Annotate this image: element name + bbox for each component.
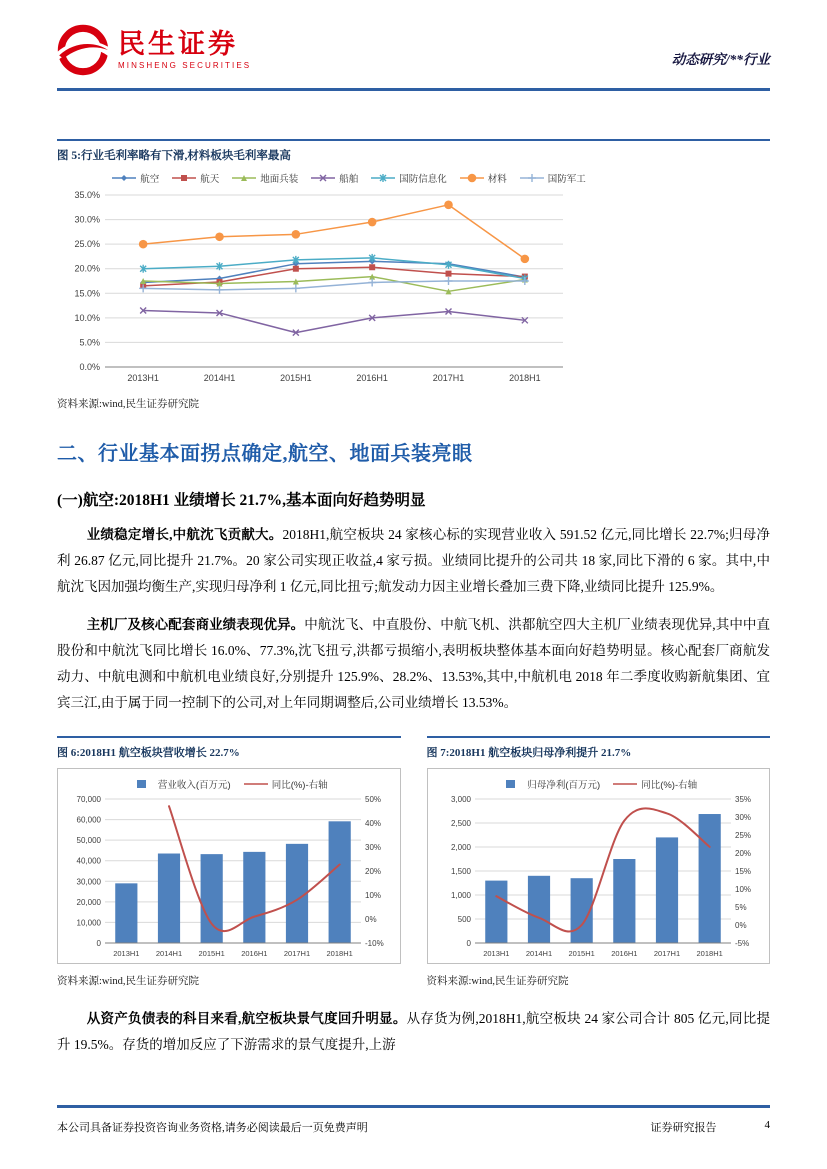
- svg-text:25.0%: 25.0%: [74, 239, 100, 250]
- figure-6-title: 图 6:2018H1 航空板块营收增长 22.7%: [57, 736, 401, 760]
- minsheng-logo-icon: [57, 24, 109, 76]
- figure-5-source: 资料来源:wind,民生证券研究院: [57, 399, 200, 410]
- legend-label: 航天: [200, 174, 220, 185]
- report-category: 动态研究/**行业: [671, 52, 770, 67]
- section-heading: 二、行业基本面拐点确定,航空、地面兵装亮眼: [57, 443, 473, 465]
- svg-text:2016H1: 2016H1: [610, 949, 637, 958]
- legend-item: [613, 777, 697, 791]
- svg-text:40,000: 40,000: [76, 856, 101, 866]
- paragraph-1: [57, 522, 770, 600]
- svg-text:0: 0: [466, 939, 471, 948]
- svg-text:20.0%: 20.0%: [74, 263, 100, 274]
- svg-text:2018H1: 2018H1: [326, 949, 353, 958]
- svg-text:70,000: 70,000: [76, 795, 101, 804]
- footer-report-type: 证券研究报告: [650, 1122, 717, 1134]
- svg-text:50%: 50%: [365, 795, 382, 804]
- svg-text:10%: 10%: [734, 885, 751, 894]
- legend-label: 同比(%)-右轴: [271, 780, 328, 791]
- footer-row: [57, 1119, 770, 1135]
- subsection-heading: (一)航空:2018H1 业绩增长 21.7%,基本面向好趋势明显: [57, 492, 426, 509]
- svg-text:2,000: 2,000: [450, 843, 471, 852]
- legend-label: 营业收入(百万元): [157, 780, 231, 791]
- figure-5: [57, 139, 770, 411]
- chart7-svg: [429, 793, 765, 961]
- paragraph-3-body: 从存货为例,2018H1,航空板块 24 家公司合计 805 亿元,同比提升 19.5%。存货的增加反应了下游需求的景气度提升,上游: [57, 1011, 770, 1052]
- svg-text:2,500: 2,500: [450, 819, 471, 828]
- svg-text:-10%: -10%: [365, 939, 384, 948]
- paragraph-2-body: 中航沈飞、中直股份、中航飞机、洪都航空四大主机厂业绩表现优异,其中中直股份和中航沈飞同比增长 16.0%、77.3%,沈飞扭亏,洪都亏损缩小,表明板块整体基本面向好趋势明显。核心配套厂商航发动力、中航电测和中航机电业绩良好,分别提升 125.9%、28.2%、13.53%,其中,中航机电 2018 年二季度收购新航集团、宜宾三江,由于属于同一控制下的公司,对上年同期调整后,公司业绩增长 13.53%。: [57, 617, 771, 710]
- svg-text:10,000: 10,000: [76, 918, 101, 928]
- svg-text:2016H1: 2016H1: [356, 373, 388, 383]
- legend-item: [244, 777, 328, 791]
- chart6-svg: [59, 793, 395, 961]
- figure-6-source: 资料来源:wind,民生证券研究院: [57, 976, 200, 987]
- brand: [57, 24, 251, 76]
- legend-label: 航空: [140, 174, 160, 185]
- header: [57, 0, 770, 76]
- paragraph-2: [57, 612, 770, 716]
- svg-text:20%: 20%: [365, 867, 382, 876]
- svg-text:0%: 0%: [365, 915, 377, 924]
- legend-marker-icon: [112, 173, 136, 183]
- legend-marker-icon: [499, 779, 523, 789]
- legend-item: [311, 171, 358, 185]
- legend-item: [232, 171, 298, 185]
- svg-text:60,000: 60,000: [76, 815, 101, 825]
- svg-text:2015H1: 2015H1: [280, 373, 312, 383]
- svg-text:2017H1: 2017H1: [653, 949, 680, 958]
- figure-row: [57, 736, 770, 988]
- svg-text:0%: 0%: [734, 921, 747, 930]
- svg-text:15.0%: 15.0%: [74, 288, 100, 299]
- legend-label: 归母净利(百万元): [527, 780, 601, 791]
- brand-name-en: MINSHENG SECURITIES: [118, 60, 252, 70]
- svg-text:1,000: 1,000: [450, 891, 471, 900]
- figure-5-chart: [57, 171, 641, 387]
- paragraph-3: [57, 1006, 770, 1058]
- svg-text:30.0%: 30.0%: [74, 214, 100, 225]
- footer: [0, 1105, 827, 1169]
- legend-item: [460, 171, 507, 185]
- svg-text:2014H1: 2014H1: [203, 373, 236, 383]
- svg-text:0.0%: 0.0%: [79, 362, 100, 372]
- svg-text:2013H1: 2013H1: [113, 949, 140, 958]
- legend-marker-icon: [520, 173, 544, 183]
- chart-legend: [57, 171, 641, 185]
- svg-text:10%: 10%: [365, 891, 382, 900]
- svg-text:30,000: 30,000: [76, 877, 101, 887]
- svg-text:30%: 30%: [365, 843, 382, 852]
- paragraph-2-lead: 主机厂及核心配套商业绩表现优异。: [86, 617, 305, 632]
- legend-label: 船舶: [339, 174, 359, 185]
- chart-legend: [429, 777, 769, 791]
- svg-text:10.0%: 10.0%: [74, 312, 100, 323]
- figure-7: [427, 736, 771, 988]
- footer-page-number: 4: [764, 1119, 770, 1131]
- svg-text:2018H1: 2018H1: [509, 373, 541, 383]
- svg-text:20%: 20%: [734, 849, 751, 858]
- legend-marker-icon: [232, 173, 256, 183]
- legend-item: [172, 171, 219, 185]
- legend-item: [130, 777, 231, 791]
- chart-legend: [59, 777, 399, 791]
- svg-text:2018H1: 2018H1: [696, 949, 723, 958]
- svg-text:2013H1: 2013H1: [127, 373, 159, 383]
- svg-text:2015H1: 2015H1: [568, 949, 595, 958]
- legend-label: 同比(%)-右轴: [641, 780, 698, 791]
- svg-text:2014H1: 2014H1: [525, 949, 552, 958]
- svg-text:20,000: 20,000: [76, 897, 101, 907]
- svg-text:500: 500: [457, 915, 471, 924]
- svg-text:50,000: 50,000: [76, 836, 101, 846]
- figure-5-title: 图 5:行业毛利率略有下滑,材料板块毛利率最高: [57, 139, 770, 163]
- svg-text:40%: 40%: [365, 819, 382, 828]
- svg-text:2014H1: 2014H1: [155, 949, 183, 958]
- figure-7-source: 资料来源:wind,民生证券研究院: [426, 976, 569, 987]
- svg-text:2016H1: 2016H1: [241, 949, 268, 958]
- paragraph-1-lead: 业绩稳定增长,中航沈飞贡献大。: [86, 527, 283, 542]
- legend-item: [371, 171, 447, 185]
- svg-text:35.0%: 35.0%: [74, 190, 100, 200]
- svg-text:-5%: -5%: [734, 939, 749, 948]
- brand-name: 民生证券: [118, 29, 238, 60]
- legend-marker-icon: [244, 779, 268, 789]
- svg-text:2015H1: 2015H1: [198, 949, 225, 958]
- svg-text:35%: 35%: [734, 795, 751, 804]
- legend-label: 地面兵装: [260, 174, 299, 185]
- figure-6-chart: [57, 768, 401, 964]
- svg-text:25%: 25%: [734, 831, 751, 840]
- legend-marker-icon: [311, 173, 335, 183]
- svg-text:30%: 30%: [734, 813, 751, 822]
- footer-right: [651, 1119, 771, 1135]
- svg-text:2017H1: 2017H1: [283, 949, 311, 958]
- legend-marker-icon: [460, 173, 484, 183]
- svg-text:15%: 15%: [734, 867, 751, 876]
- legend-marker-icon: [371, 173, 395, 183]
- paragraph-3-lead: 从资产负债表的科目来看,航空板块景气度回升明显。: [86, 1011, 407, 1026]
- brand-text: [118, 30, 251, 69]
- figure-6: [57, 736, 401, 988]
- legend-marker-icon: [130, 779, 154, 789]
- legend-item: [112, 171, 159, 185]
- legend-item: [520, 171, 586, 185]
- header-rule: [57, 88, 770, 91]
- svg-text:5.0%: 5.0%: [79, 337, 100, 348]
- svg-text:2013H1: 2013H1: [482, 949, 509, 958]
- figure-7-title: 图 7:2018H1 航空板块归母净利提升 21.7%: [427, 736, 771, 760]
- svg-text:1,500: 1,500: [450, 867, 471, 876]
- footer-disclaimer: 本公司具备证券投资咨询业务资格,请务必阅读最后一页免费声明: [57, 1122, 368, 1134]
- svg-text:0: 0: [96, 939, 101, 948]
- footer-rule: [57, 1105, 770, 1108]
- legend-marker-icon: [613, 779, 637, 789]
- chart5-svg: [57, 187, 577, 387]
- svg-text:3,000: 3,000: [450, 795, 471, 804]
- svg-text:5%: 5%: [734, 903, 747, 912]
- legend-label: 国防信息化: [399, 174, 447, 185]
- paragraph-1-body: 2018H1,航空板块 24 家核心标的实现营业收入 591.52 亿元,同比增长 22.7%;归母净利 26.87 亿元,同比提升 21.7%。20 家公司实现正收益,4 家亏损。业绩同比提升的公司共 18 家,同比下滑的 6 家。其中,中航沈飞因加强均衡生产,实现归母净利 1 亿元,同比扭亏;航发动力因主业增长叠加三费下降,业绩同比提升 125.9%。: [57, 527, 771, 594]
- legend-item: [499, 777, 600, 791]
- legend-label: 国防军工: [547, 174, 586, 185]
- svg-text:2017H1: 2017H1: [432, 373, 465, 383]
- figure-7-chart: [427, 768, 771, 964]
- legend-marker-icon: [172, 173, 196, 183]
- legend-label: 材料: [487, 174, 507, 185]
